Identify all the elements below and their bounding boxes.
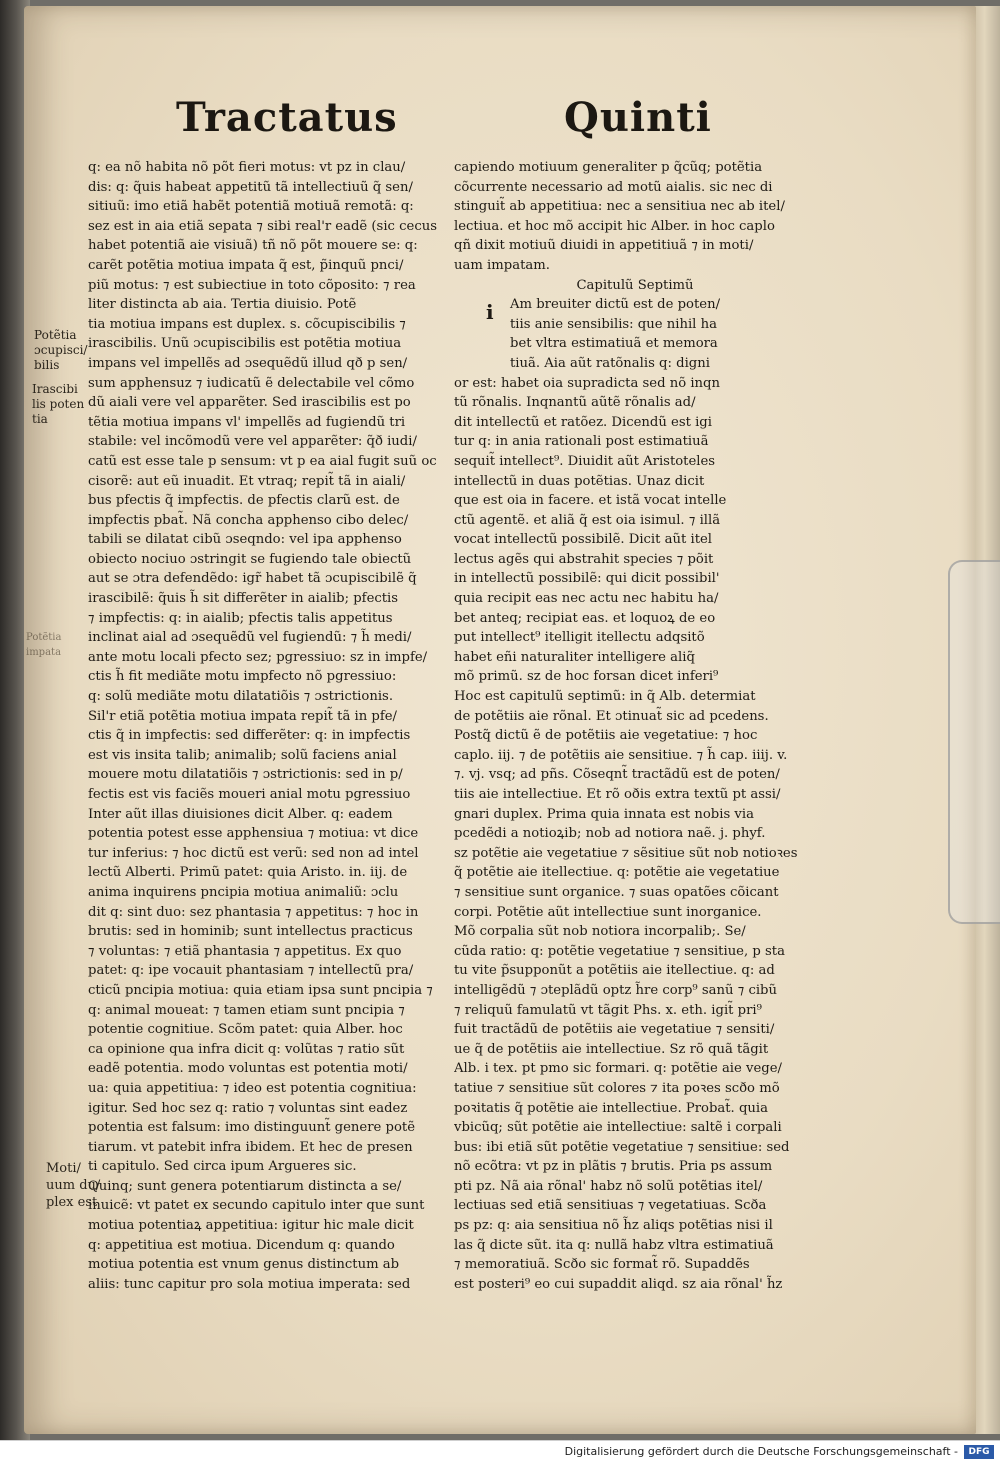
dfg-logo: DFG: [964, 1445, 994, 1459]
text-line: nõ ecõtra: vt pz in plãtis ⁊ brutis. Pria ps assum: [454, 1159, 773, 1175]
margin-note-line: plex est: [46, 1195, 98, 1210]
margin-note-line: Potẽtia: [34, 328, 77, 342]
text-line: ctis q̃ in impfectis: sed differẽter: q: in impfectis: [88, 728, 411, 744]
text-line: ⁊. vj. vsq; ad pñs. Cõseqnt̃ tractãdũ est de poten/: [454, 767, 780, 783]
text-line: sz potẽtie aie vegetatiue ⁊ sẽsitiue sũt nob notioꝛes: [454, 845, 798, 861]
margin-note-line: bilis: [34, 358, 60, 372]
text-line: bus: ibi etiã sũt potẽtie vegetatiue ⁊ sensitiue: sed: [454, 1139, 790, 1155]
text-line: intelligẽdũ ⁊ ɔteplãdũ optz h̃re corp⁹ sanũ ⁊ cibũ: [454, 982, 777, 998]
text-line: tu vite p̃supponũt a potẽtiis aie itellectiue. q: ad: [454, 963, 775, 979]
text-line: ua: quia appetitiua: ⁊ ideo est potentia cognitiua:: [88, 1080, 417, 1096]
running-heading: [24, 94, 976, 154]
text-line: bet vltra estimatiuã et memora: [510, 336, 718, 352]
text-line: lectiuas sed etiã sensitiuas ⁊ vegetatiuas. Scða: [454, 1198, 767, 1214]
text-line: sez est in aia etiã sepata ⁊ sibi real'r eadẽ (sic cecus: [88, 218, 437, 234]
text-line: capiendo motiuum generaliter p q̃cũq; potẽtia: [454, 160, 763, 175]
margin-note-motiuum-duplex: [46, 1160, 100, 1211]
text-line: Capitulũ Septimũ: [576, 277, 694, 293]
text-line: habet eñi naturaliter intelligere aliq̃: [454, 649, 695, 665]
text-line: aut se ɔtra defendẽdo: igr̃ habet tã ɔcupiscibilẽ q̃: [88, 571, 417, 587]
page-clip: [948, 560, 1000, 924]
text-line: q: appetitiua est motiua. Dicendum q: quando: [88, 1237, 395, 1253]
text-line: Postq̃ dictũ ẽ de potẽtiis aie vegetatiue: ⁊ hoc: [454, 728, 758, 744]
margin-note-impata: [26, 630, 61, 660]
text-line: bus pfectis q̃ impfectis. de pfectis clarũ est. de: [88, 493, 400, 509]
text-line: que est oia in facere. et istã vocat intelle: [454, 493, 727, 509]
text-line: tur inferius: ⁊ hoc dictũ est verũ: sed non ad intel: [88, 845, 419, 861]
text-line: Sil'r etiã potẽtia motiua impata repit̃ tã in pfe/: [88, 708, 397, 724]
text-line: uam impatam.: [454, 257, 550, 273]
text-line: cõcurrente necessario ad motũ aialis. sic nec di: [454, 179, 773, 195]
margin-note-line: lis poten: [32, 397, 85, 411]
text-line: fectis est vis faciẽs moueri anial motu pgressiuo: [88, 787, 411, 802]
text-line: tiarum. vt patebit infra ibidem. Et hec de presen: [88, 1139, 413, 1155]
text-line: igitur. Sed hoc sez q: ratio ⁊ voluntas sint eadez: [88, 1100, 408, 1116]
text-line: cũda ratio: q: potẽtie vegetatiue ⁊ sensitiue, p sta: [454, 943, 785, 959]
text-line: tur q: in ania rationali post estimatiuã: [454, 434, 709, 450]
text-line: catũ est esse tale p sensum: vt p ea aial fugit suũ oc: [88, 453, 437, 469]
text-line: inclinat aial ad ɔsequẽdũ vel fugiendũ: ⁊ h̃ medi/: [88, 630, 412, 646]
margin-note-line: Potẽtia: [26, 632, 62, 643]
text-line: est vis insita talib; animalib; solũ faciens anial: [88, 747, 397, 763]
text-line: stabile: vel incõmodũ vere vel apparẽter: q̃ð iudi/: [88, 434, 417, 450]
text-line: mouere motu dilatatiõis ⁊ ɔstrictionis: sed in p/: [88, 767, 403, 783]
text-line: las q̃ dicte sũt. ita q: nullã habz vltra estimatiuã: [454, 1237, 774, 1253]
text-line: Mõ corpalia sũt nob notiora incorpalib;. Se/: [454, 924, 746, 940]
text-line: dũ aiali vere vel apparẽter. Sed irascibilis est po: [88, 395, 411, 411]
text-line: sum apphensuz ⁊ iudicatũ ẽ delectabile vel cõmo: [88, 375, 415, 391]
text-line: inuicẽ: vt patet ex secundo capitulo inter que sunt: [88, 1198, 425, 1214]
text-line: tia motiua impans est duplex. s. cõcupiscibilis ⁊: [88, 316, 406, 332]
book-page: [24, 6, 976, 1434]
text-line: motiua potentiaꝝ appetitiua: igitur hic male dicit: [88, 1218, 414, 1234]
text-line: de potẽtiis aie rõnal. Et ɔtinuat̃ sic ad pcedens.: [454, 708, 769, 724]
text-line: corpi. Potẽtie aũt intellectiue sunt inorganice.: [454, 904, 762, 920]
text-line: q: solũ mediãte motu dilatatiõis ⁊ ɔstrictionis.: [88, 689, 394, 705]
text-line: bet anteq; recipiat eas. et loquoꝝ de eo: [454, 610, 716, 626]
text-line: tiuã. Aia aũt ratõnalis q: digni: [510, 355, 710, 371]
text-line: q̃ potẽtie aie itellectiue. q: potẽtie aie vegetatiue: [454, 865, 780, 881]
text-line: Quinq; sunt genera potentiarum distincta a se/: [88, 1178, 402, 1194]
text-line: stinguit̃ ab appetitiua: nec a sensitiua nec ab itel/: [454, 199, 785, 215]
text-line: intellectũ in duas potẽtias. Unaz dicit: [454, 473, 705, 489]
text-line: gnari duplex. Prima quia innata est nobis via: [454, 806, 754, 822]
text-line: lectũ Alberti. Primũ patet: quia Aristo. in. iij. de: [88, 865, 408, 881]
heading-left: Tractatus: [176, 94, 398, 141]
text-line: Alb. i tex. pt pmo sic formari. q: potẽtie aie vege/: [454, 1061, 782, 1077]
text-line: qñ dixit motiuũ diuidi in appetitiuã ⁊ in moti/: [454, 238, 754, 254]
margin-note-line: ɔcupisci/: [34, 343, 88, 357]
heading-right: Quinti: [564, 94, 712, 141]
text-line: ⁊ memoratiuã. Scðo sic format̃ rõ. Supaddẽs: [454, 1257, 750, 1273]
text-line: ctũ agentẽ. et aliã q̃ est oia isimul. ⁊ illã: [454, 512, 721, 528]
text-line: irascibilẽ: q̃uis h̃ sit differẽter in aialib; pfectis: [88, 591, 399, 607]
text-line: ⁊ reliquũ famulatũ vt tãgit Phs. x. eth. igit̃ pri⁹: [454, 1002, 762, 1018]
margin-note-line: uum du/: [46, 1178, 101, 1193]
text-line: tabili se dilatat cibũ ɔseqndo: vel ipa apphenso: [88, 532, 402, 548]
text-line: eadẽ potentia. modo voluntas est potentia moti/: [88, 1061, 408, 1077]
text-line: pcedẽdi a notioꝝib; nob ad notiora naẽ. j. phyf.: [454, 826, 766, 842]
text-line: piũ motus: ⁊ est subiectiue in toto cõposito: ⁊ rea: [88, 277, 416, 293]
text-line: vbicũq; sũt potẽtie aie intellectiue: saltẽ i corpali: [454, 1120, 782, 1136]
text-line: ⁊ impfectis: q: in aialib; pfectis talis appetitus: [88, 610, 393, 626]
text-line: sequit̃ intellect⁹. Diuidit aũt Aristoteles: [454, 453, 716, 469]
text-line: est posteri⁹ eo cui supaddit aliqd. sz aia rõnal' h̃z: [454, 1276, 783, 1292]
text-line: cisorẽ: aut eũ inuadit. Et vtraq; repit̃ tã in aiali/: [88, 473, 406, 489]
text-line: cticũ pncipia motiua: quia etiam ipsa sunt pncipia ⁊: [88, 982, 433, 998]
footer-bar: [0, 1440, 1000, 1464]
text-line: ps pz: q: aia sensitiua nõ h̃z aliqs potẽtias nisi il: [454, 1218, 773, 1234]
funding-note: Digitalisierung gefördert durch die Deutsche Forschungsgemeinschaft -: [564, 1445, 958, 1458]
text-line: poꝛitatis q̃ potẽtie aie intellectiue. Probat̃. quia: [454, 1100, 768, 1116]
text-line: dit q: sint duo: sez phantasia ⁊ appetitus: ⁊ hoc in: [88, 904, 419, 920]
text-line: caplo. iij. ⁊ de potẽtiis aie sensitiue. ⁊ h̃ cap. iiij. v.: [454, 747, 788, 763]
text-line: tatiue ⁊ sensitiue sũt colores ⁊ ita poꝛes scðo mõ: [454, 1080, 780, 1096]
text-line: ctis h̃ fit mediãte motu impfecto nõ pgressiuo:: [88, 669, 397, 685]
margin-note-line: Irascibi: [32, 382, 78, 396]
text-line: tiis aie intellectiue. Et rõ oðis extra textũ pt assi/: [454, 787, 781, 802]
margin-note-irascibilis: [32, 382, 84, 427]
text-line: ca opinione qua infra dicit q: volũtas ⁊ ratio sũt: [88, 1041, 405, 1057]
text-line: brutis: sed in hominib; sunt intellectus practicus: [88, 924, 413, 940]
text-line: ⁊ sensitiue sunt organice. ⁊ suas opatões cõicant: [454, 884, 779, 900]
text-line: impans vel impellẽs ad ɔsequẽdũ illud qð p sen/: [88, 355, 408, 371]
text-line: motiua potentia est vnum genus distinctum ab: [88, 1257, 400, 1273]
text-line: ante motu locali pfecto sez; pgressiuo: sz in impfe/: [88, 649, 428, 665]
text-line: vocat intellectũ possibilẽ. Dicit aũt itel: [454, 532, 713, 548]
text-line: tẽtia motiua impans vl' impellẽs ad fugiendũ tri: [88, 414, 406, 430]
text-line: ue q̃ de potẽtiis aie intellectiue. Sz rõ quã tãgit: [454, 1041, 769, 1057]
text-line: lectiua. et hoc mõ accipit hic Alber. in hoc caplo: [454, 218, 775, 234]
text-line: put intellect⁹ itelligit itellectu adqsitõ: [454, 630, 705, 646]
text-line: irascibilis. Unũ ɔcupiscibilis est potẽtia motiua: [88, 336, 402, 352]
text-line: anima inquirens pncipia motiua animaliũ: ɔclu: [88, 884, 399, 900]
text-line: q: ea nõ habita nõ põt fieri motus: vt pz in clau/: [88, 160, 406, 175]
text-line: patet: q: ipe vocauit phantasiam ⁊ intellectũ pra/: [88, 963, 414, 979]
text-line: potentia potest esse apphensiua ⁊ motiua: vt dice: [88, 826, 419, 842]
text-line: mõ primũ. sz de hoc forsan dicet inferi⁹: [454, 669, 719, 685]
text-line: dis: q: q̃uis habeat appetitũ tã intellectiuũ q̃ sen/: [88, 179, 413, 195]
text-line: habet potentiã aie visiuã) tñ nõ põt mouere se: q:: [88, 238, 418, 254]
text-line: fuit tractãdũ de potẽtiis aie vegetatiue ⁊ sensiti/: [454, 1022, 775, 1038]
text-line: Am breuiter dictũ est de poten/: [510, 297, 721, 313]
text-line: Inter aũt illas diuisiones dicit Alber. q: eadem: [88, 806, 393, 822]
text-line: obiecto nociuo ɔstringit se fugiendo tale obiectũ: [88, 551, 412, 567]
text-line: Hoc est capitulũ septimũ: in q̃ Alb. determiat: [454, 689, 756, 705]
text-line: ⁊ voluntas: ⁊ etiã phantasia ⁊ appetitus. Ex quo: [88, 943, 402, 959]
text-line: potentie cognitiue. Scõm patet: quia Alber. hoc: [88, 1022, 403, 1038]
drop-cap: i: [486, 300, 494, 324]
text-line: potentia est falsum: imo distinguunt̃ genere potẽ: [88, 1120, 416, 1136]
text-line: lectus agẽs qui abstrahit species ⁊ põit: [454, 551, 714, 567]
margin-note-line: Moti/: [46, 1161, 81, 1176]
text-line: quia recipit eas nec actu nec habitu ha/: [454, 591, 719, 607]
text-line: ti capitulo. Sed circa ipum Argueres sic.: [88, 1159, 357, 1175]
text-line: liter distincta ab aia. Tertia diuisio. Potẽ: [88, 297, 357, 313]
text-line: dit intellectũ et ratõez. Dicendũ est igi: [454, 414, 712, 430]
text-line: aliis: tunc capitur pro sola motiua imperata: sed: [88, 1276, 411, 1292]
text-line: or est: habet oia supradicta sed nõ inqn: [454, 375, 720, 391]
text-line: impfectis pbat̃. Nã concha apphenso cibo delec/: [88, 512, 409, 528]
text-line: sitiuũ: imo etiã habẽt potentiã motiuã remotã: q:: [88, 199, 414, 215]
text-line: tiis anie sensibilis: que nihil ha: [510, 316, 717, 332]
text-line: in intellectũ possibilẽ: qui dicit possibil': [454, 571, 720, 587]
text-line: tũ rõnalis. Inqnantũ aũtẽ rõnalis ad/: [454, 395, 696, 411]
text-line: pti pz. Nã aia rõnal' habz nõ solũ potẽtias itel/: [454, 1178, 763, 1194]
right-text-column: [454, 158, 816, 1294]
text-line: carẽt potẽtia motiua impata q̃ est, p̃inquũ pnci/: [88, 257, 404, 273]
margin-note-line: impata: [26, 647, 62, 658]
margin-note-line: tia: [32, 412, 48, 426]
text-line: q: animal moueat: ⁊ tamen etiam sunt pncipia ⁊: [88, 1002, 405, 1018]
margin-note-concupiscibilis: [34, 328, 87, 373]
left-text-column: [88, 158, 460, 1294]
